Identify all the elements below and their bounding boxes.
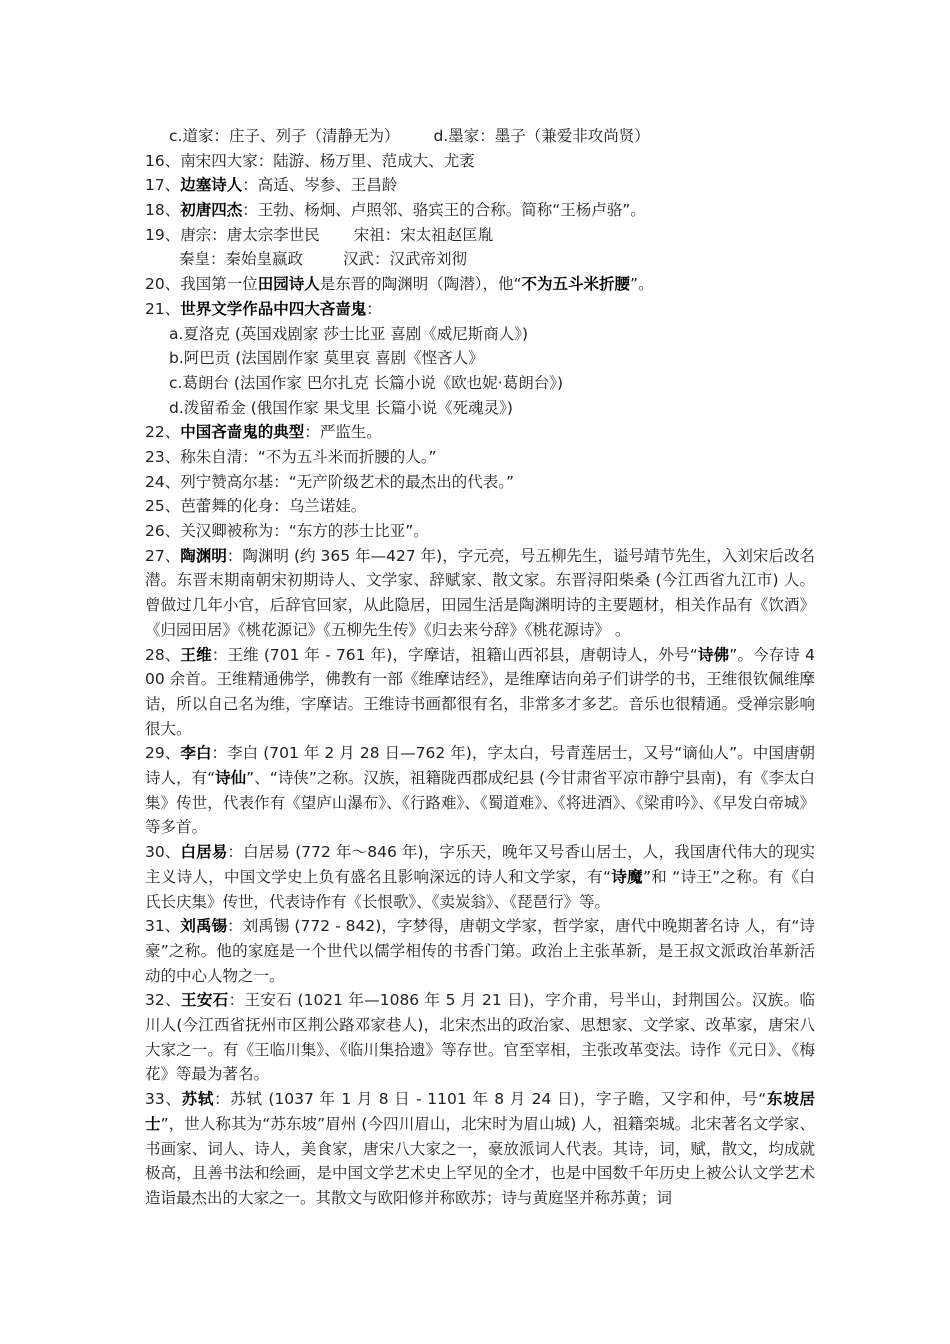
list-item: 秦皇：秦始皇嬴政 汉武：汉武帝刘彻 [179,250,468,269]
paragraph: 27、陶渊明：陶渊明 (约 365 年—427 年)，字元亮，号五柳先生，谥号靖节先生，入刘宋后改名潜。东晋末期南朝宋初期诗人、文学家、辞赋家、散文家。东晋浔阳柴桑 (今江西省九江市) 人。曾做过几年小官，后辞官回家，从此隐居，田园生活是陶渊明诗的主要题材，相关作品有《饮酒》《归园田居》《桃花源记》《五柳先生传》《归去来兮辞》《桃花源诗》 。 [145,546,815,639]
keyword: 刘禹锡 [180,917,228,936]
list-item: 18、初唐四杰：王勃、杨炯、卢照邻、骆宾王的合称。简称“王杨卢骆”。 [145,201,646,220]
keyword: 中国吝啬鬼的典型 [180,423,305,442]
list-item: 26、关汉卿被称为：“东方的莎士比亚”。 [145,522,429,540]
keyword: 陶渊明 [180,546,227,565]
paragraph: 31、刘禹锡：刘禹锡 (772 - 842)，字梦得，唐朝文学家，哲学家，唐代中晚期著名诗 人，有“诗豪”之称。他的家庭是一个世代以儒学相传的书香门第。政治上主张革新，是王叔文派政治革新活动的中心人物之一。 [145,917,815,985]
list-item: d.泼留希金 (俄国作家 果戈里 长篇小说《死魂灵》) [169,398,513,417]
paragraph: 29、李白：李白 (701 年 2 月 28 日—762 年)，字太白，号青莲居士，又号“谪仙人”。中国唐朝诗人，有“诗仙”、“诗侠”之称。汉族，祖籍陇西郡成纪县 (今甘肃省平凉市静宁县南)，有《李太白集》传世，代表作有《望庐山瀑布》、《行路难》、《蜀道难》、《将进酒》、《梁甫吟》、《早发白帝城》等多首。 [145,744,815,837]
list-item: 19、唐宗：唐太宗李世民 宋祖：宋太祖赵匡胤 [145,225,494,244]
list-item: 24、列宁赞高尔基：“无产阶级艺术的最杰出的代表。” [145,472,515,491]
paragraph: 30、白居易：白居易 (772 年～846 年)，字乐天，晚年又号香山居士，人，我国唐代伟大的现实主义诗人，中国文学史上负有盛名且影响深远的诗人和文学家，有“诗魔”和 “诗王”之称。有《白氏长庆集》传世，代表诗作有《长恨歌》、《卖炭翁》、《琵琶行》等。 [145,843,815,911]
keyword: 诗魔 [611,867,643,886]
keyword: 诗佛 [697,645,730,664]
list-item: a.夏洛克 (英国戏剧家 莎士比亚 喜剧《威尼斯商人》) [169,324,529,343]
list-item: c.道家：庄子、列子（清静无为） d.墨家：墨子（兼爱非攻尚贤） [169,127,650,145]
paragraph: 32、王安石：王安石 (1021 年—1086 年 5 月 21 日)，字介甫，号半山，封荆国公。汉族。临川人(今江西省抚州市区荆公路邓家巷人)，北宋杰出的政治家、思想家、文学家、改革家，唐宋八大家之一。有《王临川集》、《临川集拾遗》等存世。官至宰相，主张改革变法。诗作《元日》、《梅花》等最为著名。 [145,991,815,1084]
list-item: 22、中国吝啬鬼的典型：严监生。 [145,423,382,442]
keyword: 王安石 [181,991,229,1010]
keyword: 诗仙 [215,769,247,788]
keyword: 田园诗人 [257,275,320,294]
list-item: 16、南宋四大家：陆游、杨万里、范成大、尤袤 [145,151,475,170]
keyword: 边塞诗人 [180,176,243,195]
keyword: 白居易 [180,843,228,862]
keyword: 王维 [180,645,212,664]
document-page [145,124,815,1211]
paragraph: 33、苏轼：苏轼 (1037 年 1 月 8 日 - 1101 年 8 月 24 日)，字子瞻，又字和仲，号“东坡居士”，世人称其为“苏东坡”眉州 (今四川眉山，北宋时为眉山城) 人，祖籍栾城。北宋著名文学家、书画家、词人、诗人，美食家，唐宋八大家之一，豪放派词人代表。其诗，词，赋，散文，均成就极高，且善书法和绘画，是中国文学艺术史上罕见的全才，也是中国数千年历史上被公认文学艺术造诣最杰出的大家之一。其散文与欧阳修并称欧苏；诗与黄庭坚并称苏黄；词 [145,1090,815,1207]
keyword: 东坡居士 [145,1090,815,1133]
list-item: b.阿巴贡 (法国剧作家 莫里哀 喜剧《悭吝人》 [169,349,484,368]
list-item: 17、边塞诗人：高适、岑参、王昌龄 [145,176,398,195]
keyword: 苏轼 [181,1090,215,1109]
keyword: 不为五斗米折腰 [521,275,631,294]
keyword: 初唐四杰 [180,201,243,220]
paragraph: 28、王维：王维 (701 年 - 761 年)，字摩诘，祖籍山西祁县，唐朝诗人，外号“诗佛”。今存诗 400 余首。王维精通佛学，佛教有一部《维摩诘经》，是维摩诘向弟子们讲学的书，王维很钦佩维摩诘，所以自己名为维，字摩诘。王维诗书画都很有名，非常多才多艺。音乐也很精通。受禅宗影响很大。 [145,645,815,738]
list-item: 23、称朱自清：“不为五斗米而折腰的人。” [145,447,437,466]
list-item: 21、世界文学作品中四大吝啬鬼： [145,299,382,318]
list-item: 25、芭蕾舞的化身：乌兰诺娃。 [145,497,367,516]
keyword: 世界文学作品中四大吝啬鬼 [180,299,367,318]
list-item: c.葛朗台 (法国作家 巴尔扎克 长篇小说《欧也妮·葛朗台》) [169,373,564,392]
keyword: 李白 [180,744,212,763]
list-item: 20、我国第一位田园诗人是东晋的陶渊明（陶潜），他“不为五斗米折腰”。 [145,275,654,294]
